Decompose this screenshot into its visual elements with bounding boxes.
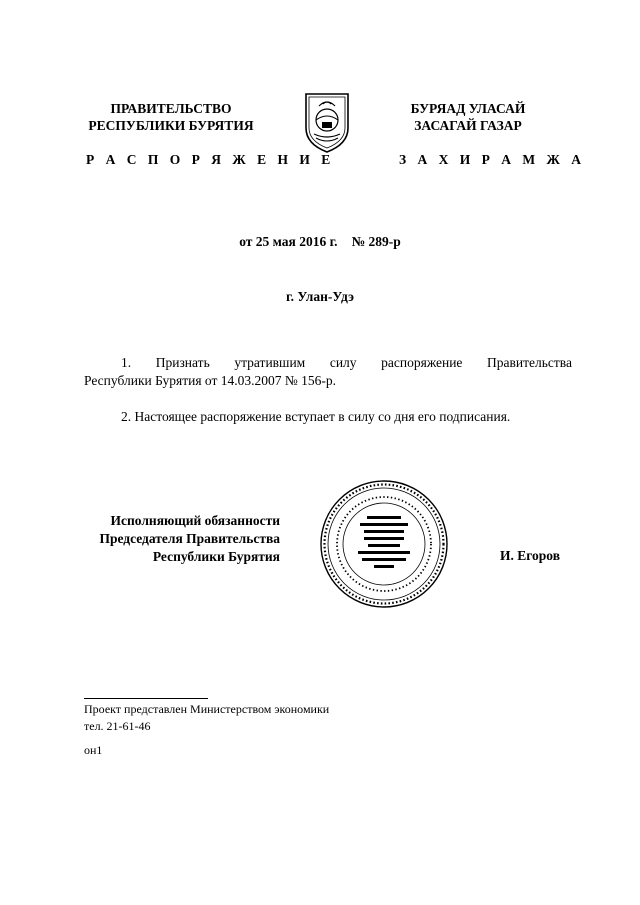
paragraph-2 — [84, 408, 572, 426]
doc-type-bua: З А Х И Р А М Ж А — [399, 152, 585, 167]
document-date-number — [0, 234, 640, 250]
government-title-ru — [82, 100, 260, 134]
signatory-line1: Исполняющий обязанности — [110, 513, 280, 528]
government-title-line1: ПРАВИТЕЛЬСТВО — [110, 101, 232, 116]
footnote-divider — [84, 698, 208, 699]
signatory-line2: Председателя Правительства — [99, 531, 280, 546]
document-number: № 289-р — [351, 234, 401, 249]
government-title-bua-line1: БУРЯАД УЛАСАЙ — [410, 101, 526, 116]
signatory-line3: Республики Бурятия — [152, 549, 280, 564]
document-city: г. Улан-Удэ — [286, 289, 354, 304]
government-title-bua-line2: ЗАСАГАЙ ГАЗАР — [414, 118, 522, 133]
government-title-bua — [386, 100, 550, 134]
government-title-line2: РЕСПУБЛИКИ БУРЯТИЯ — [88, 118, 254, 133]
footnote-code: он1 — [84, 743, 103, 757]
footnote-project-source: Проект представлен Министерством экономики — [84, 702, 330, 716]
paragraph-1-line1: 1. Признать утратившим силу распоряжение Правительства — [121, 355, 572, 370]
signatory-name: И. Егоров — [500, 548, 561, 563]
official-stamp-icon — [318, 478, 450, 610]
coat-of-arms-icon — [302, 90, 352, 154]
doc-type-ru: Р А С П О Р Я Ж Е Н И Е — [86, 152, 335, 167]
paragraph-1-line2: Республики Бурятия от 14.03.2007 № 156-р. — [84, 373, 337, 388]
document-date: от 25 мая 2016 г. — [239, 234, 338, 249]
paragraph-1 — [84, 354, 572, 390]
footnote-phone: тел. 21-61-46 — [84, 719, 151, 733]
paragraph-2-text: 2. Настоящее распоряжение вступает в силу со дня его подписания. — [121, 409, 511, 424]
signatory-position — [84, 512, 280, 566]
